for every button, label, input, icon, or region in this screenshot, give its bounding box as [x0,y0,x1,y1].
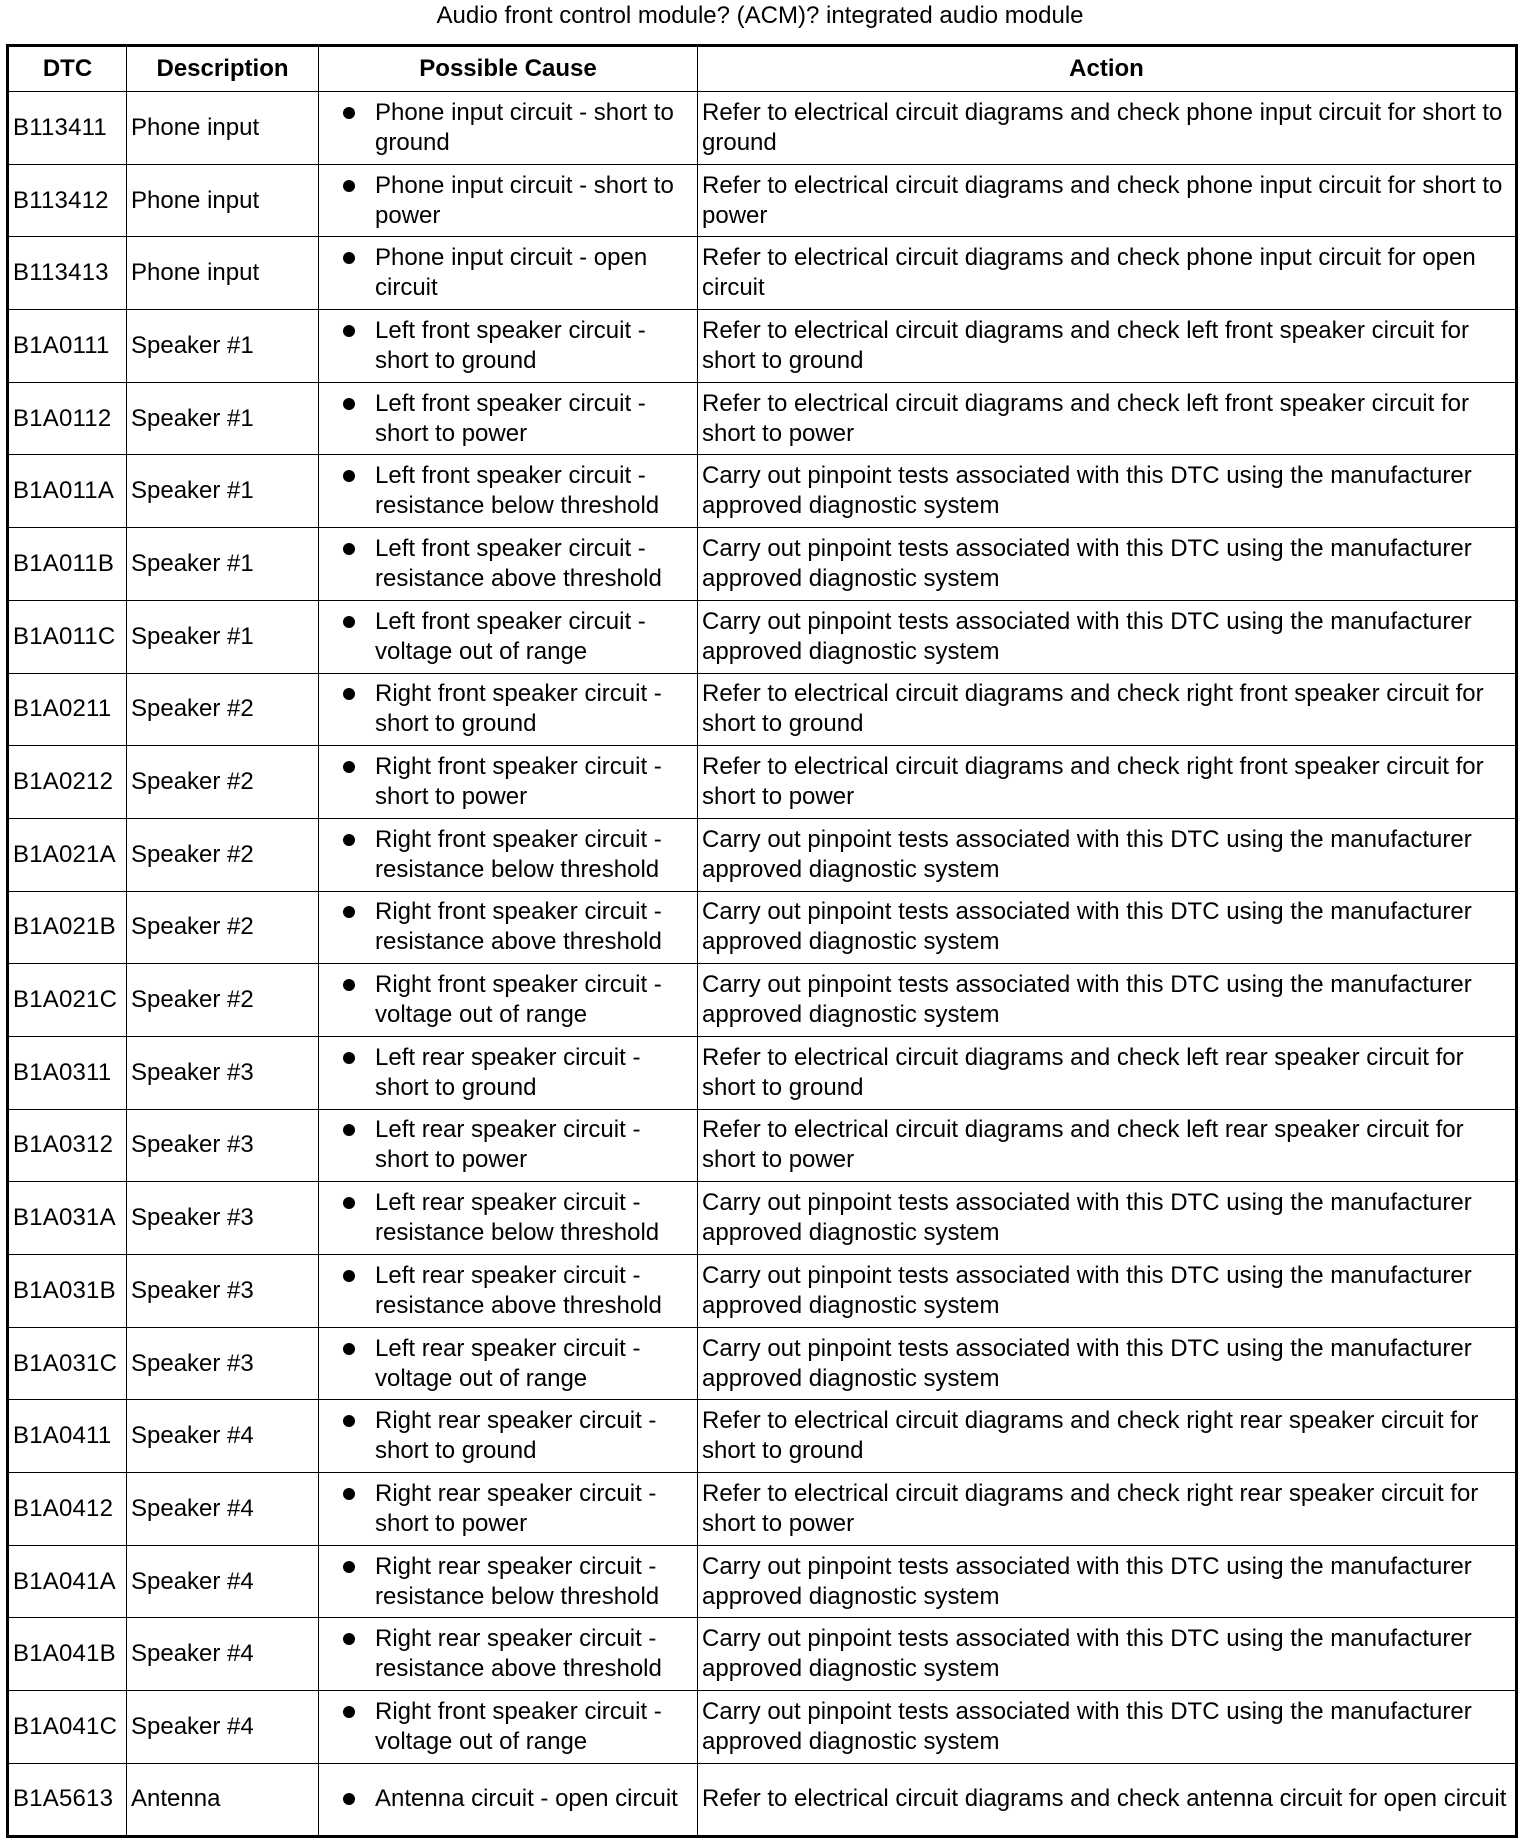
cause-text: Phone input circuit - short to ground [375,98,674,156]
cause-text: Right front speaker circuit - resistance above threshold [375,898,662,956]
bullet-icon [343,398,355,410]
possible-cause-cell [319,818,698,891]
cause-list-item [323,825,693,885]
bullet-icon [343,1197,355,1209]
description-cell: Speaker #2 [127,891,319,964]
cause-list-item [323,243,693,303]
cause-list-item [323,970,693,1030]
description-cell: Speaker #3 [127,1327,319,1400]
dtc-code-cell: B1A0112 [8,382,127,455]
column-header-description: Description [127,46,319,92]
description-cell: Speaker #1 [127,600,319,673]
table-row [8,455,1517,528]
column-header-possible-cause: Possible Cause [319,46,698,92]
cause-text: Left front speaker circuit - short to ground [375,316,646,374]
table-row [8,382,1517,455]
dtc-code-cell: B1A041B [8,1618,127,1691]
cause-list-item [323,897,693,957]
cause-list-item [323,1552,693,1612]
dtc-code-cell: B113411 [8,92,127,165]
action-cell: Carry out pinpoint tests associated with this DTC using the manufacturer approved diagnostic system [698,1182,1517,1255]
cause-text: Right rear speaker circuit - short to ground [375,1407,657,1465]
bullet-icon [343,688,355,700]
action-cell: Refer to electrical circuit diagrams and check phone input circuit for short to ground [698,92,1517,165]
possible-cause-cell [319,455,698,528]
cause-text: Right rear speaker circuit - resistance below threshold [375,1552,660,1610]
table-row [8,1036,1517,1109]
cause-list-item [323,171,693,231]
cause-text: Left front speaker circuit - resistance above threshold [375,534,662,592]
cause-list-item [323,607,693,667]
action-cell: Refer to electrical circuit diagrams and check phone input circuit for open circuit [698,237,1517,310]
dtc-code-cell: B1A041A [8,1545,127,1618]
description-cell: Phone input [127,92,319,165]
cause-text: Left front speaker circuit - resistance below threshold [375,462,660,520]
dtc-code-cell: B1A031C [8,1327,127,1400]
action-cell: Refer to electrical circuit diagrams and check right front speaker circuit for short to power [698,746,1517,819]
dtc-code-cell: B1A0411 [8,1400,127,1473]
description-cell: Speaker #2 [127,818,319,891]
possible-cause-cell [319,1036,698,1109]
bullet-icon [343,1633,355,1645]
table-row [8,310,1517,383]
action-cell: Refer to electrical circuit diagrams and check antenna circuit for open circuit [698,1763,1517,1836]
possible-cause-cell [319,891,698,964]
possible-cause-cell [319,1618,698,1691]
cause-list-item [323,1115,693,1175]
dtc-code-cell: B1A021B [8,891,127,964]
cause-list-item [323,1784,693,1814]
table-row [8,237,1517,310]
cause-list-item [323,389,693,449]
bullet-icon [343,1706,355,1718]
cause-text: Left rear speaker circuit - resistance above threshold [375,1261,662,1319]
cause-list-item [323,534,693,594]
bullet-icon [343,834,355,846]
bullet-icon [343,252,355,264]
dtc-code-cell: B113412 [8,164,127,237]
cause-text: Right front speaker circuit - resistance below threshold [375,825,662,883]
dtc-code-cell: B1A0311 [8,1036,127,1109]
dtc-code-cell: B1A011C [8,600,127,673]
bullet-icon [343,616,355,628]
table-body [8,92,1517,1837]
cause-list-item [323,1334,693,1394]
possible-cause-cell [319,528,698,601]
dtc-code-cell: B1A041C [8,1691,127,1764]
bullet-icon [343,1270,355,1282]
table-row [8,1545,1517,1618]
possible-cause-cell [319,964,698,1037]
dtc-code-cell: B113413 [8,237,127,310]
table-row [8,92,1517,165]
action-cell: Refer to electrical circuit diagrams and check left rear speaker circuit for short to ground [698,1036,1517,1109]
possible-cause-cell [319,92,698,165]
description-cell: Speaker #2 [127,673,319,746]
possible-cause-cell [319,1545,698,1618]
table-row [8,1691,1517,1764]
possible-cause-cell [319,382,698,455]
bullet-icon [343,979,355,991]
bullet-icon [343,107,355,119]
possible-cause-cell [319,164,698,237]
dtc-code-cell: B1A0312 [8,1109,127,1182]
possible-cause-cell [319,673,698,746]
description-cell: Speaker #3 [127,1109,319,1182]
bullet-icon [343,470,355,482]
description-cell: Speaker #4 [127,1473,319,1546]
action-cell: Refer to electrical circuit diagrams and check phone input circuit for short to power [698,164,1517,237]
action-cell: Carry out pinpoint tests associated with this DTC using the manufacturer approved diagnostic system [698,818,1517,891]
cause-list-item [323,679,693,739]
cause-text: Phone input circuit - open circuit [375,244,648,302]
table-row [8,1763,1517,1836]
possible-cause-cell [319,1691,698,1764]
description-cell: Speaker #3 [127,1036,319,1109]
dtc-code-cell: B1A0111 [8,310,127,383]
cause-text: Left rear speaker circuit - resistance below threshold [375,1189,660,1247]
action-cell: Carry out pinpoint tests associated with this DTC using the manufacturer approved diagnostic system [698,1255,1517,1328]
possible-cause-cell [319,1400,698,1473]
cause-text: Left rear speaker circuit - short to power [375,1116,641,1174]
description-cell: Phone input [127,164,319,237]
action-cell: Refer to electrical circuit diagrams and check left front speaker circuit for short to ground [698,310,1517,383]
bullet-icon [343,325,355,337]
possible-cause-cell [319,1255,698,1328]
cause-list-item [323,1697,693,1757]
action-cell: Carry out pinpoint tests associated with this DTC using the manufacturer approved diagnostic system [698,964,1517,1037]
cause-list-item [323,752,693,812]
possible-cause-cell [319,1182,698,1255]
description-cell: Speaker #1 [127,528,319,601]
possible-cause-cell [319,310,698,383]
cause-text: Left front speaker circuit - short to power [375,389,646,447]
description-cell: Speaker #1 [127,310,319,383]
possible-cause-cell [319,600,698,673]
possible-cause-cell [319,1109,698,1182]
action-cell: Carry out pinpoint tests associated with this DTC using the manufacturer approved diagnostic system [698,891,1517,964]
bullet-icon [343,543,355,555]
dtc-code-cell: B1A0211 [8,673,127,746]
table-row [8,1255,1517,1328]
action-cell: Refer to electrical circuit diagrams and check left front speaker circuit for short to power [698,382,1517,455]
cause-list-item [323,461,693,521]
dtc-code-cell: B1A5613 [8,1763,127,1836]
cause-list-item [323,1188,693,1248]
table-row [8,1327,1517,1400]
description-cell: Speaker #1 [127,382,319,455]
description-cell: Speaker #3 [127,1255,319,1328]
table-row [8,1109,1517,1182]
action-cell: Refer to electrical circuit diagrams and check left rear speaker circuit for short to power [698,1109,1517,1182]
cause-text: Right front speaker circuit - short to power [375,753,662,811]
cause-text: Left rear speaker circuit - voltage out of range [375,1334,641,1392]
table-row [8,528,1517,601]
bullet-icon [343,180,355,192]
dtc-code-cell: B1A031B [8,1255,127,1328]
action-cell: Refer to electrical circuit diagrams and check right rear speaker circuit for short to power [698,1473,1517,1546]
description-cell: Phone input [127,237,319,310]
possible-cause-cell [319,746,698,819]
description-cell: Speaker #4 [127,1691,319,1764]
table-caption: Audio front control module? (ACM)? integrated audio module [436,2,1084,29]
cause-text: Right front speaker circuit - voltage out of range [375,971,662,1029]
bullet-icon [343,1415,355,1427]
cause-list-item [323,316,693,376]
action-cell: Carry out pinpoint tests associated with this DTC using the manufacturer approved diagnostic system [698,455,1517,528]
dtc-code-cell: B1A0212 [8,746,127,819]
action-cell: Carry out pinpoint tests associated with this DTC using the manufacturer approved diagnostic system [698,600,1517,673]
description-cell: Speaker #2 [127,964,319,1037]
bullet-icon [343,1052,355,1064]
description-cell: Speaker #4 [127,1545,319,1618]
possible-cause-cell [319,1473,698,1546]
table-row [8,1618,1517,1691]
header-row [8,46,1517,92]
cause-text: Right rear speaker circuit - short to power [375,1479,657,1537]
bullet-icon [343,906,355,918]
cause-list-item [323,1261,693,1321]
table-row [8,164,1517,237]
bullet-icon [343,1793,355,1805]
table-row [8,600,1517,673]
description-cell: Speaker #2 [127,746,319,819]
table-row [8,891,1517,964]
cause-text: Phone input circuit - short to power [375,171,674,229]
description-cell: Speaker #3 [127,1182,319,1255]
action-cell: Carry out pinpoint tests associated with this DTC using the manufacturer approved diagnostic system [698,1691,1517,1764]
column-header-action: Action [698,46,1517,92]
dtc-table [6,44,1518,1838]
cause-text: Right rear speaker circuit - resistance above threshold [375,1625,662,1683]
cause-text: Antenna circuit - open circuit [375,1785,678,1813]
action-cell: Refer to electrical circuit diagrams and check right rear speaker circuit for short to ground [698,1400,1517,1473]
dtc-code-cell: B1A021A [8,818,127,891]
cause-text: Left front speaker circuit - voltage out of range [375,607,646,665]
description-cell: Speaker #4 [127,1618,319,1691]
table-row [8,1182,1517,1255]
cause-list-item [323,1624,693,1684]
description-cell: Speaker #4 [127,1400,319,1473]
cause-text: Right front speaker circuit - short to ground [375,680,662,738]
possible-cause-cell [319,1327,698,1400]
bullet-icon [343,1561,355,1573]
column-header-dtc: DTC [8,46,127,92]
cause-list-item [323,1043,693,1103]
possible-cause-cell [319,1763,698,1836]
action-cell: Carry out pinpoint tests associated with this DTC using the manufacturer approved diagnostic system [698,528,1517,601]
dtc-code-cell: B1A0412 [8,1473,127,1546]
cause-text: Right front speaker circuit - voltage out of range [375,1697,662,1755]
action-cell: Carry out pinpoint tests associated with this DTC using the manufacturer approved diagnostic system [698,1327,1517,1400]
cause-text: Left rear speaker circuit - short to ground [375,1043,641,1101]
bullet-icon [343,1124,355,1136]
action-cell: Carry out pinpoint tests associated with this DTC using the manufacturer approved diagnostic system [698,1618,1517,1691]
description-cell: Speaker #1 [127,455,319,528]
table-row [8,673,1517,746]
dtc-code-cell: B1A011B [8,528,127,601]
table-row [8,818,1517,891]
table-row [8,746,1517,819]
dtc-code-cell: B1A011A [8,455,127,528]
action-cell: Carry out pinpoint tests associated with this DTC using the manufacturer approved diagnostic system [698,1545,1517,1618]
description-cell: Antenna [127,1763,319,1836]
table-row [8,1473,1517,1546]
cause-list-item [323,1479,693,1539]
dtc-code-cell: B1A021C [8,964,127,1037]
dtc-code-cell: B1A031A [8,1182,127,1255]
cause-list-item [323,1406,693,1466]
bullet-icon [343,1488,355,1500]
bullet-icon [343,1343,355,1355]
bullet-icon [343,761,355,773]
table-row [8,1400,1517,1473]
cause-list-item [323,98,693,158]
possible-cause-cell [319,237,698,310]
action-cell: Refer to electrical circuit diagrams and check right front speaker circuit for short to ground [698,673,1517,746]
table-row [8,964,1517,1037]
